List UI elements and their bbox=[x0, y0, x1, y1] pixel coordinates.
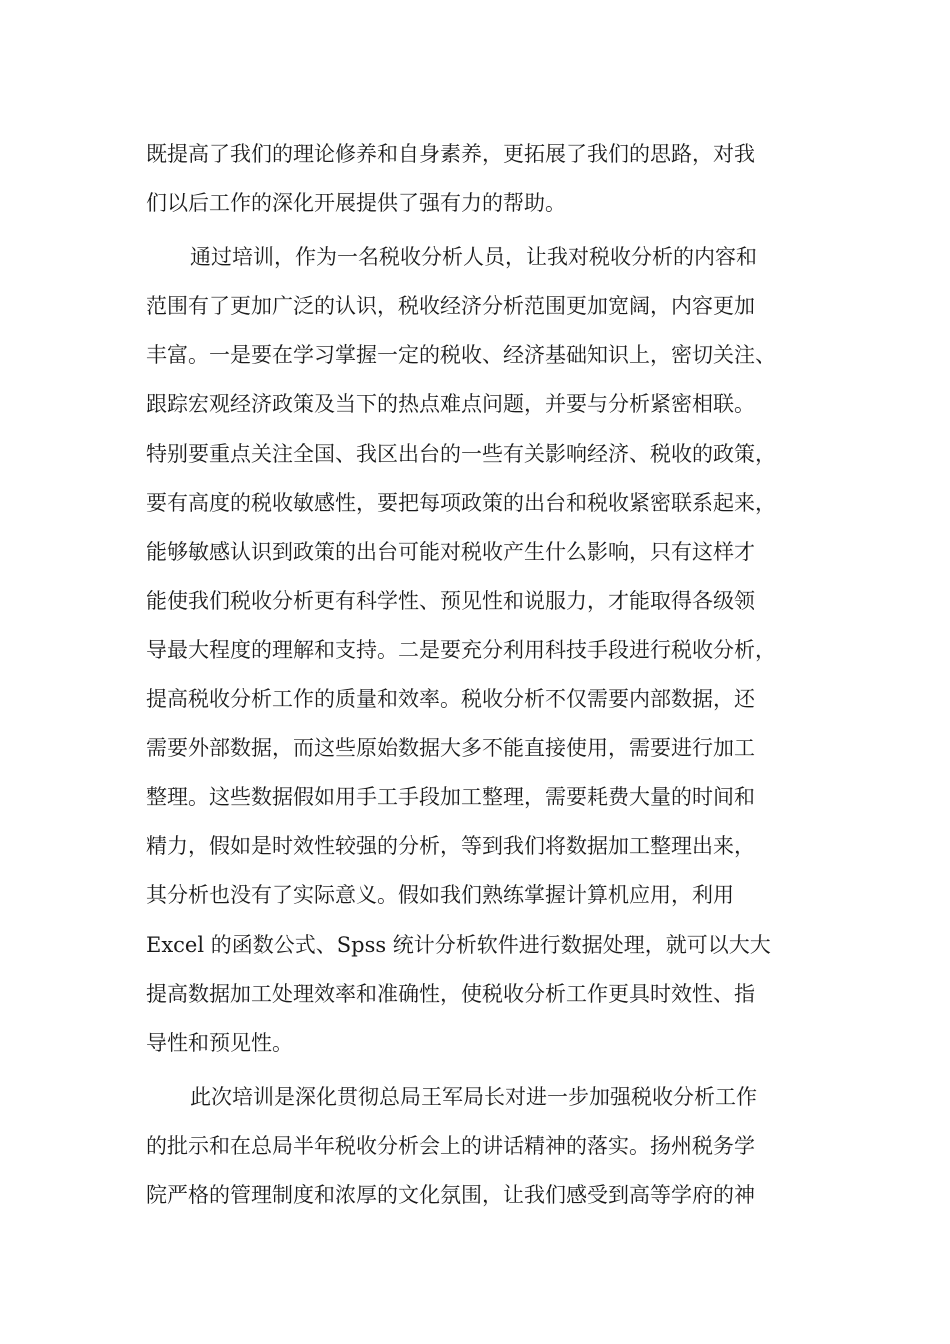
text-line: 既提高了我们的理论修养和自身素养，更拓展了我们的思路，对我 bbox=[146, 142, 755, 166]
text-line: 导性和预见性。 bbox=[146, 1030, 293, 1055]
text-line: 的批示和在总局半年税收分析会上的讲话精神的落实。扬州税务学 bbox=[146, 1133, 755, 1158]
text-line: 能够敏感认识到政策的出台可能对税收产生什么影响，只有这样才 bbox=[146, 539, 755, 564]
text-line: 院严格的管理制度和浓厚的文化氛围，让我们感受到高等学府的神 bbox=[146, 1182, 755, 1207]
text-line: 此次培训是深化贯彻总局王军局长对进一步加强税收分析工作 bbox=[190, 1084, 757, 1109]
paragraph-2 bbox=[146, 233, 816, 1068]
text-line: 其分析也没有了实际意义。假如我们熟练掌握计算机应用，利用 bbox=[146, 883, 734, 908]
text-line: 们以后工作的深化开展提供了强有力的帮助。 bbox=[146, 191, 566, 216]
paragraph-3 bbox=[146, 1073, 816, 1220]
text-line: 要有高度的税收敏感性，要把每项政策的出台和税收紧密联系起来， bbox=[146, 490, 776, 515]
text-line: 整理。这些数据假如用手工手段加工整理，需要耗费大量的时间和 bbox=[146, 785, 755, 810]
text-line: 范围有了更加广泛的认识，税收经济分析范围更加宽阔，内容更加 bbox=[146, 294, 755, 319]
text-line: 提高税收分析工作的质量和效率。税收分析不仅需要内部数据，还 bbox=[146, 687, 755, 712]
text-line: 需要外部数据，而这些原始数据大多不能直接使用，需要进行加工 bbox=[146, 736, 755, 761]
text-line: 特别要重点关注全国、我区出台的一些有关影响经济、税收的政策， bbox=[146, 441, 776, 466]
text-line: 导最大程度的理解和支持。二是要充分利用科技手段进行税收分析， bbox=[146, 637, 776, 662]
document-body bbox=[146, 130, 816, 1220]
text-line: Excel 的函数公式、Spss 统计分析软件进行数据处理，就可以大大 bbox=[146, 932, 771, 957]
text-line: 能使我们税收分析更有科学性、预见性和说服力，才能取得各级领 bbox=[146, 588, 755, 613]
text-line: 跟踪宏观经济政策及当下的热点难点问题，并要与分析紧密相联。 bbox=[146, 392, 755, 417]
text-line: 精力，假如是时效性较强的分析，等到我们将数据加工整理出来， bbox=[146, 834, 755, 859]
text-line: 丰富。一是要在学习掌握一定的税收、经济基础知识上，密切关注、 bbox=[146, 343, 776, 368]
text-line: 通过培训，作为一名税收分析人员，让我对税收分析的内容和 bbox=[190, 245, 757, 270]
paragraph-1 bbox=[146, 130, 816, 228]
text-line: 提高数据加工处理效率和准确性，使税收分析工作更具时效性、指 bbox=[146, 981, 755, 1006]
